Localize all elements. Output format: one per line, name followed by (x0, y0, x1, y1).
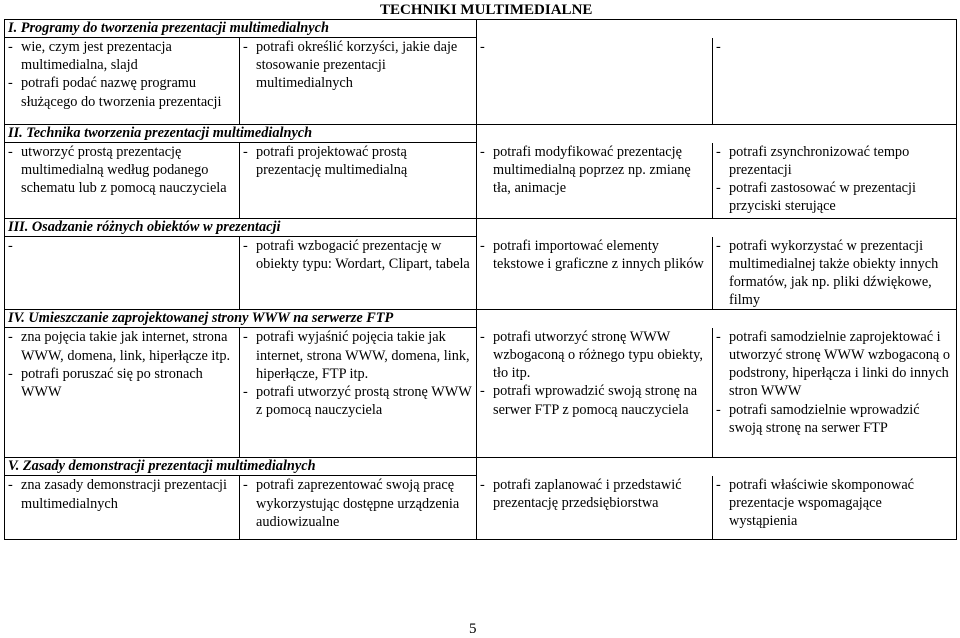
bullet-dash: - (243, 329, 248, 346)
requirement-item (716, 179, 953, 215)
bullet-dash: - (480, 328, 485, 345)
bullet-dash: - (8, 238, 13, 254)
requirement-item (480, 237, 709, 273)
section-title: I. Programy do tworzenia prezentacji multimedialnych (5, 20, 477, 38)
bullet-dash: - (243, 383, 248, 400)
requirement-text: potrafi właściwie skomponować prezentacje wspomagające wystąpienia (729, 476, 915, 530)
section-title-spacer (477, 458, 957, 476)
requirement-item (243, 383, 473, 419)
grade-cell (5, 237, 240, 310)
bullet-dash: - (8, 365, 13, 382)
requirement-item (8, 476, 236, 512)
bullet-dash: - (243, 238, 248, 254)
grade-cell (477, 237, 713, 310)
requirement-text: potrafi wykorzystać w prezentacji multimedialnej także obiekty innych formatów, jak np. pliki dźwiękowe, filmy (729, 237, 939, 309)
section-title: V. Zasady demonstracji prezentacji multimedialnych (5, 458, 477, 476)
bullet-dash: - (716, 237, 721, 254)
bullet-dash: - (716, 328, 721, 345)
requirement-item (8, 365, 236, 401)
grade-cell (240, 476, 477, 540)
requirement-item (8, 143, 236, 198)
grade-cell (477, 38, 713, 125)
requirement-text: potrafi zaplanować i przedstawić prezentację przedsiębiorstwa (493, 476, 682, 512)
section-title-spacer (477, 20, 957, 38)
requirement-text: potrafi wyjaśnić pojęcia takie jak internet, strona WWW, domena, link, hiperłącze, FTP itp. (256, 329, 470, 382)
grade-cell (240, 38, 477, 125)
requirement-item (716, 38, 953, 56)
requirement-text: potrafi modyfikować prezentację multimedialną poprzez np. zmianę tła, animacje (493, 143, 691, 196)
grade-cell (713, 38, 957, 125)
requirement-text: potrafi zastosować w prezentacji przyciski sterujące (729, 179, 916, 215)
bullet-dash: - (480, 383, 485, 400)
bullet-dash: - (8, 39, 13, 55)
section-title: II. Technika tworzenia prezentacji multimedialnych (5, 125, 477, 143)
requirement-text: wie, czym jest prezentacja multimedialna, slajd (21, 39, 172, 74)
bullet-dash: - (8, 144, 13, 160)
requirement-text: potrafi utworzyć stronę WWW wzbogaconą o różnego typu obiekty, tło itp. (493, 328, 703, 382)
grade-cell (5, 476, 240, 540)
bullet-dash: - (243, 144, 248, 160)
grade-cell (477, 476, 713, 540)
grade-cell (5, 143, 240, 219)
grade-cell (5, 38, 240, 125)
requirement-text (729, 38, 953, 56)
requirement-item (480, 38, 709, 56)
section-title: III. Osadzanie różnych obiektów w prezentacji (5, 219, 477, 237)
requirement-text: utworzyć prostą prezentację multimedialną według podanego schematu lub z pomocą nauczyciela (21, 144, 227, 197)
requirement-text: potrafi zsynchronizować tempo prezentacji (729, 143, 910, 178)
bullet-dash: - (716, 143, 721, 160)
requirement-item (243, 237, 473, 273)
bullet-dash: - (243, 477, 248, 494)
requirement-item (243, 328, 473, 383)
bullet-dash: - (716, 401, 721, 418)
requirement-item (480, 382, 709, 418)
grade-cell (713, 476, 957, 540)
requirement-text: potrafi poruszać się po stronach WWW (21, 365, 203, 400)
section-title-spacer (477, 310, 957, 328)
grade-cell (477, 328, 713, 458)
requirement-item (716, 476, 953, 531)
bullet-dash: - (480, 476, 485, 493)
requirement-item (716, 237, 953, 310)
requirement-text: potrafi projektować prostą prezentację multimedialną (256, 144, 408, 179)
grade-cell (240, 143, 477, 219)
requirement-item (8, 237, 236, 255)
requirement-item (8, 328, 236, 364)
requirement-item (716, 143, 953, 179)
requirement-item (8, 38, 236, 74)
requirement-text: potrafi zaprezentować swoją pracę wykorzystując dostępne urządzenia audiowizualne (256, 477, 460, 530)
grade-cell (240, 237, 477, 310)
requirement-text: potrafi podać nazwę programu służącego do tworzenia prezentacji (21, 75, 222, 110)
grade-cell (5, 328, 240, 458)
bullet-dash: - (8, 477, 13, 494)
section-title-spacer (477, 125, 957, 143)
grade-cell (713, 237, 957, 310)
requirement-text (493, 38, 709, 56)
bullet-dash: - (480, 38, 485, 55)
requirement-text: zna pojęcia takie jak internet, strona WWW, domena, link, hiperłącze itp. (21, 329, 231, 364)
requirement-item (716, 328, 953, 401)
grade-cell (713, 328, 957, 458)
requirement-text: potrafi wprowadzić swoją stronę na serwer FTP z pomocą nauczyciela (493, 383, 698, 418)
bullet-dash: - (480, 237, 485, 254)
page-number: 5 (469, 621, 477, 637)
bullet-dash: - (8, 329, 13, 346)
requirement-text: potrafi importować elementy tekstowe i graficzne z innych plików (493, 237, 704, 272)
requirement-item (480, 143, 709, 198)
requirement-item (480, 328, 709, 383)
bullet-dash: - (8, 75, 13, 92)
grade-cell (713, 143, 957, 219)
requirement-item (716, 401, 953, 437)
requirement-item (243, 143, 473, 179)
requirement-item (243, 38, 473, 93)
requirements-table (4, 19, 957, 540)
requirement-text: potrafi wzbogacić prezentację w obiekty typu: Wordart, Clipart, tabela (256, 238, 470, 273)
grade-cell (477, 143, 713, 219)
bullet-dash: - (716, 179, 721, 196)
section-title-spacer (477, 219, 957, 237)
requirement-text: potrafi określić korzyści, jakie daje stosowanie prezentacji multimedialnych (256, 39, 458, 92)
bullet-dash: - (716, 38, 721, 55)
grade-cell (240, 328, 477, 458)
bullet-dash: - (480, 143, 485, 160)
requirement-item (8, 74, 236, 110)
document-header: TECHNIKI MULTIMEDIALNE (380, 2, 593, 18)
requirement-text (21, 237, 236, 255)
requirement-item (480, 476, 709, 512)
requirement-text: potrafi utworzyć prostą stronę WWW z pomocą nauczyciela (256, 383, 472, 419)
requirement-text: potrafi samodzielnie wprowadzić swoją stronę na serwer FTP (729, 401, 920, 436)
bullet-dash: - (243, 39, 248, 55)
requirement-text: zna zasady demonstracji prezentacji multimedialnych (21, 477, 228, 512)
requirement-item (243, 476, 473, 531)
requirement-text: potrafi samodzielnie zaprojektować i utworzyć stronę WWW wzbogaconą o podstrony, hiperłącza i linki do innych stron WWW (729, 328, 950, 400)
bullet-dash: - (716, 476, 721, 493)
section-title: IV. Umieszczanie zaprojektowanej strony WWW na serwerze FTP (5, 310, 477, 328)
